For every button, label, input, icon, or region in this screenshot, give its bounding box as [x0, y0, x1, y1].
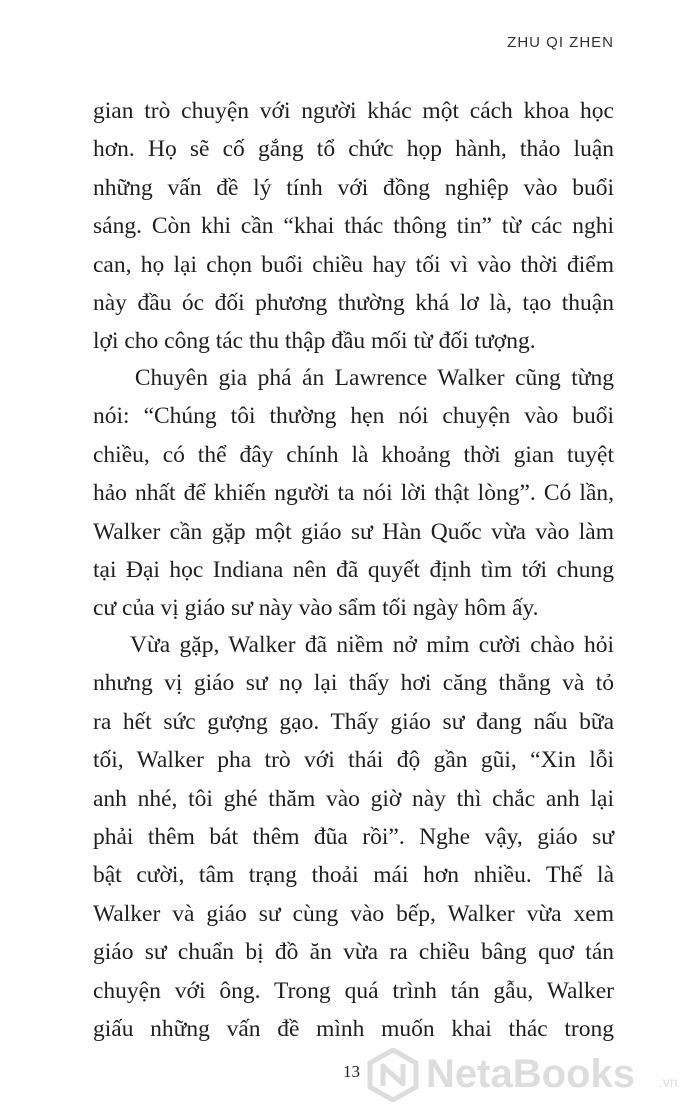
text-line: bật cười, tâm trạng thoải mái hơn nhiều. Thế là	[93, 862, 614, 889]
watermark-brand: NetaBooks	[426, 1052, 635, 1096]
text-line: hơn. Họ sẽ cố gắng tổ chức họp hành, thảo luận	[93, 136, 614, 163]
text-line: lợi cho công tác thu thập đầu mối từ đối tượng.	[93, 328, 536, 355]
paragraph-3	[93, 626, 614, 1048]
text-line: ra hết sức gượng gạo. Thấy giáo sư đang nấu bữa	[93, 708, 614, 735]
netabooks-logo-icon	[366, 1048, 420, 1102]
text-line: phải thêm bát thêm đũa rồi”. Nghe vậy, giáo sư	[93, 823, 614, 850]
text-line: can, họ lại chọn buổi chiều hay tối vì vào thời điểm	[93, 251, 614, 278]
text-line: tối, Walker pha trò với thái độ gần gũi, “Xin lỗi	[93, 747, 614, 774]
running-head: ZHU QI ZHEN	[507, 34, 614, 51]
text-line: giáo sư chuẩn bị đồ ăn vừa ra chiều bâng quơ tán	[93, 939, 614, 966]
text-line: Walker cần gặp một giáo sư Hàn Quốc vừa vào làm	[93, 518, 614, 545]
text-line: giấu những vấn đề mình muốn khai thác trong	[93, 1015, 614, 1042]
text-line: Chuyên gia phá án Lawrence Walker cũng từng	[93, 365, 614, 391]
text-line: nhưng vị giáo sư nọ lại thấy hơi căng thẳng và tỏ	[93, 670, 614, 697]
text-line: Vừa gặp, Walker đã niềm nở mỉm cười chào hỏi	[93, 632, 614, 658]
text-line: cư của vị giáo sư này vào sẩm tối ngày hôm ấy.	[93, 595, 539, 622]
text-line: những vấn đề lý tính với đồng nghiệp vào buổi	[93, 174, 614, 201]
paragraph-2	[93, 359, 614, 628]
text-line: chiều, có thể đây chính là khoảng thời gian tuyệt	[93, 441, 614, 468]
text-line: Walker và giáo sư cùng vào bếp, Walker vừa xem	[93, 900, 614, 927]
text-line: này đầu óc đối phương thường khá lơ là, tạo thuận	[93, 289, 614, 316]
page-number: 13	[343, 1062, 360, 1081]
paragraph-1	[93, 92, 614, 361]
text-line: anh nhé, tôi ghé thăm vào giờ này thì chắc anh lại	[93, 785, 614, 812]
text-line: hảo nhất để khiến người ta nói lời thật lòng”. Có lần,	[93, 480, 614, 507]
text-line: tại Đại học Indiana nên đã quyết định tìm tới chung	[93, 556, 614, 583]
netabooks-watermark	[362, 1040, 692, 1110]
text-line: chuyện với ông. Trong quá trình tán gẫu, Walker	[93, 977, 614, 1004]
text-line: gian trò chuyện với người khác một cách khoa học	[93, 98, 614, 124]
text-line: nói: “Chúng tôi thường hẹn nói chuyện vào buổi	[93, 403, 614, 430]
watermark-suffix: .vn	[659, 1074, 678, 1090]
text-line: sáng. Còn khi cần “khai thác thông tin” từ các nghi	[93, 213, 614, 240]
